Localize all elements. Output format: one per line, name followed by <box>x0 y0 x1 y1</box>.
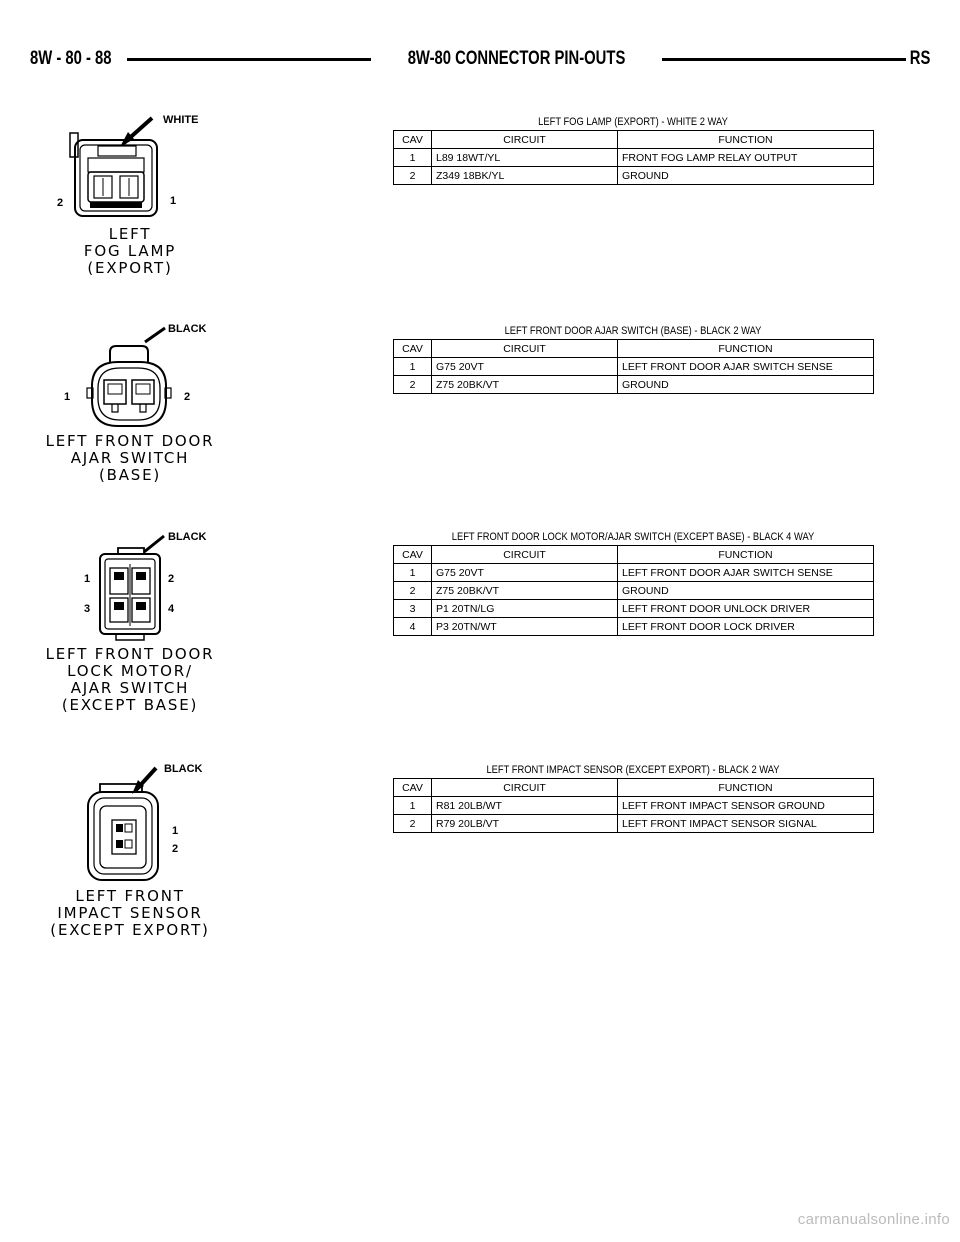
pin-label: 1 <box>170 195 177 207</box>
cell-circuit: Z75 20BK/VT <box>432 582 618 600</box>
caption-line: (EXPORT) <box>87 259 173 277</box>
table-row <box>394 797 874 815</box>
cell-function: LEFT FRONT DOOR LOCK DRIVER <box>618 618 874 636</box>
table-row <box>394 600 874 618</box>
col-header-function: FUNCTION <box>618 779 874 797</box>
col-header-circuit: CIRCUIT <box>432 779 618 797</box>
col-header-cav: CAV <box>394 340 432 358</box>
cell-cav: 2 <box>394 167 432 185</box>
caption-line: AJAR SWITCH <box>70 449 190 467</box>
watermark: carmanualsonline.info <box>797 1211 950 1228</box>
table-header-row <box>394 340 874 358</box>
connector-diagram-fog-lamp <box>40 108 220 223</box>
cell-circuit: Z349 18BK/YL <box>432 167 618 185</box>
caption-line: IMPACT SENSOR <box>57 904 203 922</box>
model-code: RS <box>909 48 931 69</box>
cell-circuit: Z75 20BK/VT <box>432 376 618 394</box>
cell-function: FRONT FOG LAMP RELAY OUTPUT <box>618 149 874 167</box>
page-header <box>30 44 930 74</box>
pin-label: 1 <box>84 573 91 585</box>
color-label-black: BLACK <box>164 763 203 775</box>
pinout-table-door-lock-motor <box>393 529 873 636</box>
col-header-circuit: CIRCUIT <box>432 131 618 149</box>
cell-function: LEFT FRONT DOOR AJAR SWITCH SENSE <box>618 358 874 376</box>
connector-caption-impact-sensor <box>40 888 220 939</box>
cell-cav: 2 <box>394 582 432 600</box>
cell-circuit: G75 20VT <box>432 358 618 376</box>
table-row <box>394 149 874 167</box>
section-title: 8W-80 CONNECTOR PIN-OUTS <box>407 48 625 69</box>
door-lock-motor-connector-drawing <box>40 528 220 643</box>
color-label-white: WHITE <box>163 114 199 126</box>
cell-cav: 2 <box>394 376 432 394</box>
caption-line: LEFT <box>108 225 152 243</box>
table-row <box>394 815 874 833</box>
pinout-table <box>393 778 874 833</box>
fog-lamp-connector-drawing <box>40 108 220 223</box>
connector-caption-door-ajar-base <box>40 433 220 484</box>
cell-circuit: G75 20VT <box>432 564 618 582</box>
col-header-cav: CAV <box>394 131 432 149</box>
cell-circuit: R81 20LB/WT <box>432 797 618 815</box>
table-header-row <box>394 546 874 564</box>
cell-circuit: R79 20LB/VT <box>432 815 618 833</box>
table-row <box>394 167 874 185</box>
table-title: LEFT FRONT DOOR AJAR SWITCH (BASE) - BLACK 2 WAY <box>504 325 762 337</box>
table-row <box>394 376 874 394</box>
header-rule-right <box>662 58 906 61</box>
cell-circuit: P3 20TN/WT <box>432 618 618 636</box>
cell-cav: 2 <box>394 815 432 833</box>
caption-line: (EXCEPT EXPORT) <box>50 921 210 939</box>
col-header-cav: CAV <box>394 779 432 797</box>
table-header-row <box>394 779 874 797</box>
cell-circuit: P1 20TN/LG <box>432 600 618 618</box>
col-header-circuit: CIRCUIT <box>432 340 618 358</box>
table-row <box>394 358 874 376</box>
cell-cav: 1 <box>394 564 432 582</box>
cell-cav: 1 <box>394 797 432 815</box>
table-row <box>394 564 874 582</box>
caption-line: LEFT FRONT DOOR <box>45 645 215 663</box>
caption-line: LOCK MOTOR/ <box>67 662 193 680</box>
cell-function: GROUND <box>618 376 874 394</box>
pin-label: 4 <box>168 603 175 615</box>
cell-cav: 1 <box>394 358 432 376</box>
pin-label: 1 <box>64 391 71 403</box>
col-header-cav: CAV <box>394 546 432 564</box>
connector-diagram-door-lock-motor <box>40 528 220 643</box>
caption-line: AJAR SWITCH <box>70 679 190 697</box>
table-header-row <box>394 131 874 149</box>
connector-caption-door-lock-motor <box>40 646 220 714</box>
cell-cav: 4 <box>394 618 432 636</box>
caption-line: (EXCEPT BASE) <box>61 696 199 714</box>
table-title: LEFT FRONT IMPACT SENSOR (EXCEPT EXPORT) - BLACK 2 WAY <box>486 764 780 776</box>
color-label-black: BLACK <box>168 531 207 543</box>
cell-function: LEFT FRONT DOOR UNLOCK DRIVER <box>618 600 874 618</box>
cell-function: LEFT FRONT DOOR AJAR SWITCH SENSE <box>618 564 874 582</box>
color-label-black: BLACK <box>168 323 207 335</box>
pin-label: 2 <box>184 391 191 403</box>
table-row <box>394 618 874 636</box>
cell-circuit: L89 18WT/YL <box>432 149 618 167</box>
pinout-table <box>393 545 874 636</box>
cell-function: LEFT FRONT IMPACT SENSOR SIGNAL <box>618 815 874 833</box>
connector-caption-fog-lamp <box>40 226 220 277</box>
table-title: LEFT FOG LAMP (EXPORT) - WHITE 2 WAY <box>538 116 728 128</box>
door-ajar-connector-drawing <box>40 318 220 433</box>
col-header-function: FUNCTION <box>618 131 874 149</box>
pinout-table-fog-lamp <box>393 114 873 185</box>
cell-function: LEFT FRONT IMPACT SENSOR GROUND <box>618 797 874 815</box>
cell-function: GROUND <box>618 167 874 185</box>
pin-label: 3 <box>84 603 91 615</box>
pinout-table <box>393 339 874 394</box>
col-header-function: FUNCTION <box>618 340 874 358</box>
cell-function: GROUND <box>618 582 874 600</box>
pin-label: 1 <box>172 825 179 837</box>
page-number: 8W - 80 - 88 <box>30 48 112 69</box>
caption-line: (BASE) <box>98 466 162 484</box>
connector-diagram-door-ajar-base <box>40 318 220 433</box>
pin-label: 2 <box>168 573 175 585</box>
pin-label: 2 <box>172 843 179 855</box>
pinout-table-impact-sensor <box>393 762 873 833</box>
cell-cav: 3 <box>394 600 432 618</box>
col-header-function: FUNCTION <box>618 546 874 564</box>
pinout-table-door-ajar-base <box>393 323 873 394</box>
pinout-table <box>393 130 874 185</box>
col-header-circuit: CIRCUIT <box>432 546 618 564</box>
table-title: LEFT FRONT DOOR LOCK MOTOR/AJAR SWITCH (EXCEPT BASE) - BLACK 4 WAY <box>451 531 815 543</box>
header-rule-left <box>127 58 371 61</box>
cell-cav: 1 <box>394 149 432 167</box>
table-row <box>394 582 874 600</box>
caption-line: LEFT FRONT <box>75 887 185 905</box>
caption-line: LEFT FRONT DOOR <box>45 432 215 450</box>
connector-diagram-impact-sensor <box>40 760 220 885</box>
caption-line: FOG LAMP <box>83 242 177 260</box>
impact-sensor-connector-drawing <box>40 760 220 885</box>
pin-label: 2 <box>57 197 64 209</box>
